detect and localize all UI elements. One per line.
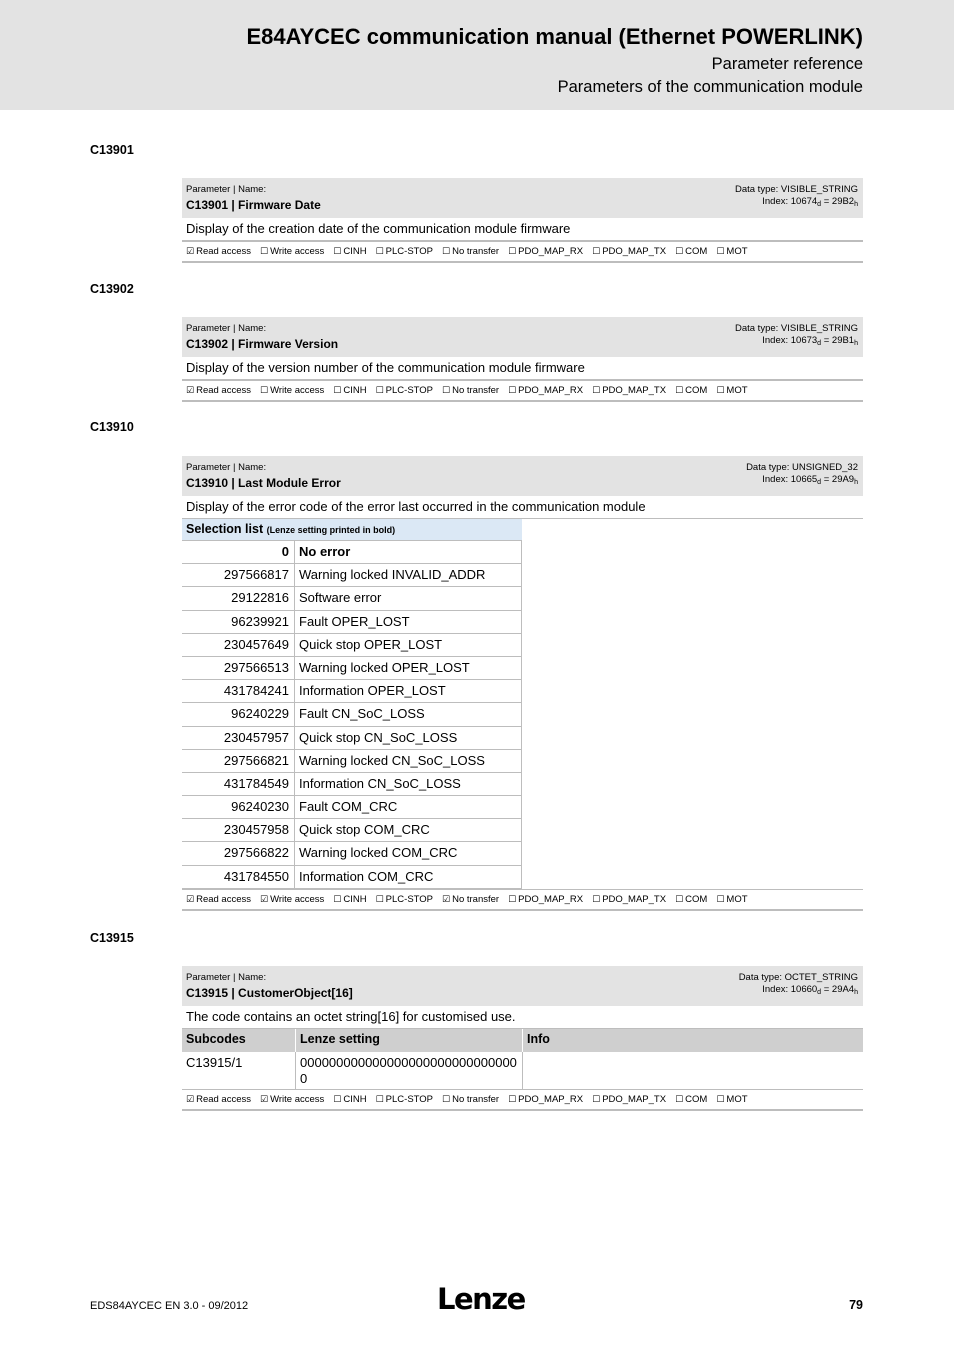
access-flags (182, 380, 863, 402)
param-title: C13915 | CustomerObject[16] (186, 986, 353, 1000)
subcode-table-header (182, 1029, 863, 1052)
list-item (182, 796, 522, 819)
checkbox-icon: ☐ (592, 1095, 601, 1105)
checkbox-icon: ☐ (592, 894, 601, 905)
list-item (182, 727, 522, 750)
access-flag: ☐ PLC-STOP (375, 893, 434, 905)
access-flag: ☐ PLC-STOP (375, 1094, 434, 1105)
checkbox-icon: ☐ (716, 894, 725, 905)
param-block-c13910 (182, 456, 863, 911)
checkbox-icon: ☐ (375, 386, 384, 396)
document-title: E84AYCEC communication manual (Ethernet POWERLINK) (246, 24, 863, 49)
selection-text: Quick stop OPER_LOST (295, 634, 522, 656)
access-flag: ☐ PDO_MAP_TX (592, 246, 667, 257)
list-item (182, 634, 522, 657)
access-flag: ☐ CINH (333, 893, 367, 905)
param-block-c13902 (182, 317, 863, 402)
access-flag: ☐ PDO_MAP_TX (592, 385, 667, 396)
access-flags (182, 241, 863, 263)
checkbox-icon: ☑ (442, 894, 451, 905)
checkbox-icon: ☐ (260, 386, 269, 396)
document-id: EDS84AYCEC EN 3.0 - 09/2012 (90, 1300, 249, 1312)
checkbox-icon: ☐ (375, 894, 384, 905)
access-flags (182, 1089, 863, 1111)
access-flag: ☐ PDO_MAP_RX (508, 385, 584, 396)
checkbox-icon: ☐ (592, 386, 601, 396)
list-item (182, 611, 522, 634)
access-flag: ☐ PDO_MAP_RX (508, 1094, 584, 1105)
data-type: Data type: OCTET_STRING (738, 972, 858, 983)
param-description: Display of the creation date of the communication module firmware (182, 218, 863, 241)
checkbox-icon: ☐ (508, 247, 517, 257)
checkbox-icon: ☐ (508, 894, 517, 905)
param-index: Index: $10660_d = 29A4_h$ (762, 984, 858, 996)
list-item (182, 541, 522, 564)
selection-value: 297566513 (182, 657, 295, 679)
param-description: Display of the version number of the communication module firmware (182, 357, 863, 380)
selection-text: Warning locked COM_CRC (295, 842, 522, 864)
list-item (182, 750, 522, 773)
checkbox-icon: ☐ (442, 386, 451, 396)
param-name-label: Parameter | Name: (186, 184, 267, 195)
checkbox-icon: ☐ (333, 247, 342, 257)
access-flag: ☐ PDO_MAP_RX (508, 893, 584, 905)
selection-text: Information CN_SoC_LOSS (295, 773, 522, 795)
access-flag: ☐ MOT (716, 246, 748, 257)
param-header (182, 966, 863, 1006)
checkbox-icon: ☐ (375, 1095, 384, 1105)
data-type: Data type: VISIBLE_STRING (734, 323, 858, 334)
column-header: Subcodes (182, 1029, 296, 1052)
selection-value: 297566817 (182, 564, 295, 586)
access-flag: ☐ PLC-STOP (375, 385, 434, 396)
subcode-cell: C13915/1 (182, 1052, 296, 1089)
data-type: Data type: VISIBLE_STRING (734, 184, 858, 195)
param-index: Index: $10673_d = 29B1_h$ (762, 335, 858, 347)
checkbox-icon: ☐ (675, 386, 684, 396)
checkbox-icon: ☐ (716, 386, 725, 396)
selection-value: 431784241 (182, 680, 295, 702)
param-code-c13902: C13902 (90, 282, 134, 296)
param-title: C13901 | Firmware Date (186, 198, 321, 212)
selection-text: Information OPER_LOST (295, 680, 522, 702)
checkbox-icon: ☑ (186, 1095, 195, 1105)
list-item (182, 564, 522, 587)
checkbox-icon: ☑ (186, 386, 195, 396)
access-flag: ☐ Write access (260, 385, 325, 396)
param-title: C13902 | Firmware Version (186, 337, 339, 351)
access-flag: ☐ MOT (716, 385, 748, 396)
selection-text: Fault CN_SoC_LOSS (295, 703, 522, 725)
access-flag: ☐ PLC-STOP (375, 246, 434, 257)
selection-value: 230457957 (182, 727, 295, 749)
selection-text: Warning locked OPER_LOST (295, 657, 522, 679)
access-flag: ☐ PDO_MAP_TX (592, 1094, 667, 1105)
access-flag: ☐ Write access (260, 246, 325, 257)
checkbox-icon: ☐ (442, 247, 451, 257)
param-block-c13901 (182, 178, 863, 263)
access-flag: ☐ MOT (716, 1094, 748, 1105)
data-type: Data type: UNSIGNED_32 (746, 462, 858, 473)
access-flag: ☐ COM (675, 1094, 708, 1105)
param-code-c13901: C13901 (90, 143, 134, 157)
selection-text: Warning locked CN_SoC_LOSS (295, 750, 522, 772)
list-item (182, 866, 522, 889)
checkbox-icon: ☑ (186, 247, 195, 257)
access-flag: ☐ PDO_MAP_RX (508, 246, 584, 257)
param-code-c13915: C13915 (90, 931, 134, 945)
checkbox-icon: ☑ (260, 894, 269, 905)
selection-text: Information COM_CRC (295, 866, 522, 888)
access-flags (182, 889, 863, 911)
param-name-label: Parameter | Name: (186, 323, 267, 334)
selection-value: 96240230 (182, 796, 295, 818)
access-flag: ☐ CINH (333, 246, 367, 257)
access-flag: ☐ No transfer (442, 385, 500, 396)
selection-list (182, 541, 863, 889)
selection-value: 29122816 (182, 587, 295, 609)
selection-value: 297566821 (182, 750, 295, 772)
list-item (182, 657, 522, 680)
selection-text: Quick stop COM_CRC (295, 819, 522, 841)
access-flag: ☐ COM (675, 385, 708, 396)
param-name-label: Parameter | Name: (186, 972, 267, 983)
access-flag: ☐ MOT (716, 893, 748, 905)
selection-list-header: Selection list (Lenze setting printed in bold) (182, 519, 522, 541)
checkbox-icon: ☐ (260, 247, 269, 257)
list-item (182, 773, 522, 796)
selection-value: 96240229 (182, 703, 295, 725)
section-title: Parameter reference (711, 55, 863, 73)
checkbox-icon: ☑ (260, 1095, 269, 1105)
selection-text: No error (295, 541, 522, 563)
selection-value: 431784549 (182, 773, 295, 795)
lenze-setting-cell: 0000000000000000000000000000000 (296, 1052, 523, 1089)
access-flag: ☑ Read access (186, 1094, 251, 1105)
selection-text: Fault OPER_LOST (295, 611, 522, 633)
info-cell (523, 1052, 863, 1089)
param-title: C13910 | Last Module Error (186, 476, 341, 490)
param-header (182, 456, 863, 496)
page-number: 79 (849, 1298, 863, 1312)
checkbox-icon: ☐ (333, 1095, 342, 1105)
column-header: Lenze setting (296, 1029, 523, 1052)
access-flag: ☐ COM (675, 246, 708, 257)
access-flag: ☑ Read access (186, 385, 251, 396)
param-description: Display of the error code of the error last occurred in the communication module (182, 496, 863, 519)
param-description: The code contains an octet string[16] for customised use. (182, 1006, 863, 1029)
param-index: Index: $10674_d = 29B2_h$ (762, 196, 858, 208)
lenze-logo: Lenze (437, 1282, 525, 1316)
selection-value: 96239921 (182, 611, 295, 633)
checkbox-icon: ☐ (375, 247, 384, 257)
list-item (182, 680, 522, 703)
checkbox-icon: ☐ (675, 894, 684, 905)
param-index: Index: $10665_d = 29A9_h$ (762, 474, 858, 486)
param-block-c13915 (182, 966, 863, 1111)
param-name-label: Parameter | Name: (186, 462, 267, 473)
access-flag: ☐ No transfer (442, 246, 500, 257)
selection-value: 230457649 (182, 634, 295, 656)
access-flag: ☐ CINH (333, 385, 367, 396)
checkbox-icon: ☐ (508, 386, 517, 396)
checkbox-icon: ☐ (675, 247, 684, 257)
access-flag: ☐ No transfer (442, 1094, 500, 1105)
checkbox-icon: ☐ (675, 1095, 684, 1105)
param-code-c13910: C13910 (90, 420, 134, 434)
subsection-title: Parameters of the communication module (557, 78, 863, 96)
checkbox-icon: ☑ (186, 894, 195, 905)
checkbox-icon: ☐ (333, 386, 342, 396)
checkbox-icon: ☐ (508, 1095, 517, 1105)
selection-value: 230457958 (182, 819, 295, 841)
column-header: Info (527, 1032, 550, 1046)
checkbox-icon: ☐ (716, 247, 725, 257)
access-flag: ☑ Read access (186, 893, 251, 905)
access-flag: ☑ Write access (260, 893, 325, 905)
selection-text: Quick stop CN_SoC_LOSS (295, 727, 522, 749)
checkbox-icon: ☐ (333, 894, 342, 905)
selection-text: Fault COM_CRC (295, 796, 522, 818)
table-row (182, 1052, 863, 1089)
param-header (182, 317, 863, 357)
checkbox-icon: ☐ (442, 1095, 451, 1105)
selection-value: 431784550 (182, 866, 295, 888)
list-item (182, 842, 522, 865)
checkbox-icon: ☐ (592, 247, 601, 257)
access-flag: ☑ Read access (186, 246, 251, 257)
list-item (182, 703, 522, 726)
selection-value: 0 (182, 541, 295, 563)
selection-text: Warning locked INVALID_ADDR (295, 564, 522, 586)
list-item (182, 587, 522, 610)
page-header (0, 0, 954, 110)
access-flag: ☑ No transfer (442, 893, 500, 905)
selection-value: 297566822 (182, 842, 295, 864)
checkbox-icon: ☐ (716, 1095, 725, 1105)
access-flag: ☐ PDO_MAP_TX (592, 893, 667, 905)
access-flag: ☐ COM (675, 893, 708, 905)
access-flag: ☑ Write access (260, 1094, 325, 1105)
access-flag: ☐ CINH (333, 1094, 367, 1105)
param-header (182, 178, 863, 218)
selection-text: Software error (295, 587, 522, 609)
list-item (182, 819, 522, 842)
